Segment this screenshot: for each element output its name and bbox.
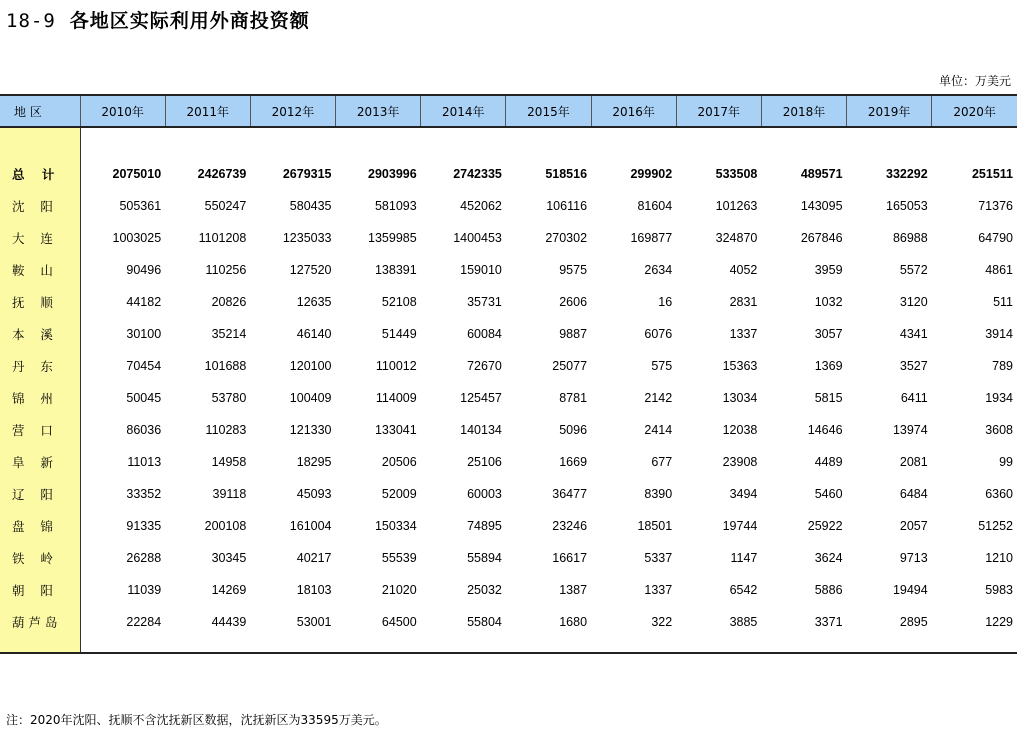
table-cell: 114009 xyxy=(375,391,417,405)
table-cell: 91335 xyxy=(126,519,162,533)
table-body xyxy=(0,127,1017,653)
table-cell: 3608 xyxy=(985,423,1013,437)
table-cell: 5337 xyxy=(644,551,673,565)
table-cell: 101263 xyxy=(715,199,758,213)
table-cell: 2831 xyxy=(729,295,758,309)
region-name: 丹 东 xyxy=(0,350,80,382)
table-cell: 1337 xyxy=(729,327,758,341)
table-cell: 14646 xyxy=(807,423,843,437)
table-cell: 36477 xyxy=(552,487,588,501)
table-cell: 22284 xyxy=(126,615,162,629)
table-cell: 200108 xyxy=(204,519,247,533)
table-cell: 55804 xyxy=(467,615,502,629)
table-cell: 33352 xyxy=(126,487,162,501)
region-name: 本 溪 xyxy=(0,318,80,350)
table-row xyxy=(0,286,1017,318)
table-cell: 550247 xyxy=(204,199,247,213)
table-cell: 143095 xyxy=(800,199,843,213)
year-column-header: 2018年 xyxy=(761,95,846,127)
table-cell: 3057 xyxy=(814,327,843,341)
table-cell: 2742335 xyxy=(453,167,502,181)
table-row xyxy=(0,382,1017,414)
table-cell: 16617 xyxy=(552,551,588,565)
table-cell: 9713 xyxy=(899,551,928,565)
table-cell: 270302 xyxy=(545,231,588,245)
table-cell: 2142 xyxy=(644,391,673,405)
spacer-row xyxy=(0,127,1017,158)
year-column-header: 2013年 xyxy=(336,95,421,127)
unit-label: 单位：万美元 xyxy=(938,74,1011,88)
table-cell: 1934 xyxy=(985,391,1013,405)
table-cell: 18295 xyxy=(296,455,332,469)
table-cell: 13974 xyxy=(892,423,928,437)
table-cell: 100409 xyxy=(289,391,332,405)
region-name: 锦 州 xyxy=(0,382,80,414)
table-cell: 1003025 xyxy=(112,231,162,245)
table-cell: 110283 xyxy=(205,423,247,437)
table-cell: 14958 xyxy=(211,455,247,469)
page-title xyxy=(6,6,310,33)
year-column-header: 2016年 xyxy=(591,95,676,127)
region-name: 大 连 xyxy=(0,222,80,254)
table-cell: 25077 xyxy=(552,359,588,373)
table-cell: 70454 xyxy=(126,359,162,373)
year-column-header: 2011年 xyxy=(165,95,250,127)
table-row xyxy=(0,574,1017,606)
table-cell: 1337 xyxy=(644,583,673,597)
table-cell: 5886 xyxy=(814,583,843,597)
year-column-header: 2010年 xyxy=(80,95,165,127)
table-cell: 3371 xyxy=(814,615,843,629)
table-cell: 13034 xyxy=(722,391,758,405)
table-cell: 101688 xyxy=(204,359,247,373)
region-column-header: 地 区 xyxy=(0,95,80,127)
table-cell: 50045 xyxy=(126,391,162,405)
table-cell: 1032 xyxy=(814,295,843,309)
table-cell: 1400453 xyxy=(453,231,502,245)
table-cell: 25032 xyxy=(467,583,502,597)
year-column-header: 2012年 xyxy=(250,95,335,127)
table-cell: 9887 xyxy=(559,327,588,341)
table-cell: 106116 xyxy=(546,199,588,213)
table-cell: 2895 xyxy=(899,615,928,629)
table-row xyxy=(0,446,1017,478)
header-row xyxy=(0,95,1017,127)
table-title: 各地区实际利用外商投资额 xyxy=(69,10,310,32)
table-row xyxy=(0,350,1017,382)
table-cell: 45093 xyxy=(296,487,332,501)
table-cell: 677 xyxy=(651,455,673,469)
table-cell: 159010 xyxy=(460,263,502,277)
table-cell: 23908 xyxy=(722,455,758,469)
region-name: 葫 芦 岛 xyxy=(0,606,80,638)
table-cell: 324870 xyxy=(715,231,758,245)
table-cell: 1359985 xyxy=(368,231,417,245)
region-name: 铁 岭 xyxy=(0,542,80,574)
table-cell: 6076 xyxy=(644,327,673,341)
table-cell: 1210 xyxy=(985,551,1013,565)
region-name: 抚 顺 xyxy=(0,286,80,318)
table-cell: 1147 xyxy=(730,551,758,565)
year-column-header: 2014年 xyxy=(421,95,506,127)
table-cell: 90496 xyxy=(126,263,162,277)
table-cell: 20826 xyxy=(211,295,247,309)
year-column-header: 2020年 xyxy=(932,95,1017,127)
table-cell: 1229 xyxy=(985,615,1013,629)
table-cell: 5096 xyxy=(559,423,588,437)
table-cell: 581093 xyxy=(374,199,417,213)
table-cell: 6360 xyxy=(985,487,1013,501)
table-cell: 12635 xyxy=(296,295,332,309)
table-cell: 4489 xyxy=(814,455,843,469)
table-cell: 332292 xyxy=(886,167,928,181)
table-cell: 4861 xyxy=(985,263,1013,277)
table-cell: 580435 xyxy=(289,199,332,213)
table-cell: 1369 xyxy=(814,359,843,373)
table-cell: 4052 xyxy=(729,263,758,277)
table-cell: 5572 xyxy=(899,263,928,277)
table-row xyxy=(0,254,1017,286)
table-cell: 3527 xyxy=(899,359,928,373)
table-cell: 52009 xyxy=(381,487,417,501)
table-cell: 2426739 xyxy=(197,167,247,181)
table-cell: 2081 xyxy=(899,455,928,469)
table-cell: 452062 xyxy=(460,199,502,213)
table-cell: 299902 xyxy=(630,167,673,181)
table-cell: 8390 xyxy=(644,487,673,501)
table-cell: 11039 xyxy=(127,583,162,597)
table-cell: 81604 xyxy=(637,199,673,213)
table-row xyxy=(0,542,1017,574)
table-cell: 18103 xyxy=(296,583,332,597)
region-name: 盘 锦 xyxy=(0,510,80,542)
table-cell: 74895 xyxy=(467,519,502,533)
table-cell: 35214 xyxy=(211,327,247,341)
table-row xyxy=(0,222,1017,254)
table-cell: 1680 xyxy=(559,615,588,629)
table-number: 18-9 xyxy=(6,10,56,32)
table-cell: 1669 xyxy=(559,455,588,469)
table-cell: 2679315 xyxy=(282,167,332,181)
table-cell: 110256 xyxy=(205,263,247,277)
region-name: 阜 新 xyxy=(0,446,80,478)
table-row xyxy=(0,478,1017,510)
table-cell: 19744 xyxy=(722,519,758,533)
table-cell: 25106 xyxy=(467,455,502,469)
table-cell: 169877 xyxy=(630,231,673,245)
table-row xyxy=(0,510,1017,542)
table-cell: 60084 xyxy=(467,327,502,341)
year-column-header: 2017年 xyxy=(676,95,761,127)
year-column-header: 2019年 xyxy=(847,95,932,127)
table-cell: 26288 xyxy=(126,551,162,565)
table-cell: 44182 xyxy=(126,295,162,309)
table-cell: 251511 xyxy=(971,167,1013,181)
table-cell: 86988 xyxy=(892,231,928,245)
table-cell: 138391 xyxy=(374,263,417,277)
table-cell: 64790 xyxy=(978,231,1013,245)
table-row xyxy=(0,318,1017,350)
table-cell: 2606 xyxy=(559,295,588,309)
table-cell: 53780 xyxy=(211,391,247,405)
region-name: 鞍 山 xyxy=(0,254,80,286)
table-cell: 16 xyxy=(658,295,673,309)
table-cell: 60003 xyxy=(467,487,502,501)
table-cell: 789 xyxy=(992,359,1013,373)
table-cell: 64500 xyxy=(381,615,417,629)
table-cell: 121330 xyxy=(289,423,332,437)
table-cell: 23246 xyxy=(552,519,588,533)
table-cell: 1235033 xyxy=(282,231,332,245)
footnote: 注：2020年沈阳、抚顺不含沈抚新区数据，沈抚新区为33595万美元。 xyxy=(6,713,387,727)
table-cell: 9575 xyxy=(559,263,588,277)
table-cell: 8781 xyxy=(559,391,588,405)
table-cell: 3885 xyxy=(729,615,758,629)
table-cell: 165053 xyxy=(886,199,928,213)
table-cell: 2634 xyxy=(644,263,673,277)
table-cell: 25922 xyxy=(807,519,843,533)
region-name: 总 计 xyxy=(0,158,80,190)
table-cell: 575 xyxy=(651,359,673,373)
table-cell: 6411 xyxy=(900,391,928,405)
table-cell: 1101208 xyxy=(198,231,247,245)
table-cell: 511 xyxy=(993,295,1013,309)
table-cell: 21020 xyxy=(381,583,417,597)
table-cell: 5983 xyxy=(985,583,1013,597)
table-row xyxy=(0,606,1017,638)
table-cell: 2057 xyxy=(899,519,928,533)
table-cell: 40217 xyxy=(296,551,332,565)
table-cell: 46140 xyxy=(296,327,332,341)
table-cell: 3120 xyxy=(899,295,928,309)
table-cell: 30100 xyxy=(126,327,162,341)
table-cell: 6542 xyxy=(729,583,758,597)
table-cell: 322 xyxy=(651,615,673,629)
table-cell: 39118 xyxy=(212,487,247,501)
region-name: 沈 阳 xyxy=(0,190,80,222)
table-row xyxy=(0,414,1017,446)
table-row xyxy=(0,190,1017,222)
year-column-header: 2015年 xyxy=(506,95,591,127)
table-cell: 6484 xyxy=(899,487,928,501)
table-cell: 52108 xyxy=(381,295,417,309)
table-cell: 489571 xyxy=(800,167,843,181)
table-cell: 99 xyxy=(999,455,1013,469)
table-cell: 140134 xyxy=(460,423,502,437)
table-cell: 15363 xyxy=(722,359,758,373)
table-cell: 55539 xyxy=(381,551,417,565)
table-cell: 110012 xyxy=(375,359,417,373)
table-cell: 19494 xyxy=(892,583,928,597)
table-cell: 3624 xyxy=(814,551,843,565)
table-cell: 71376 xyxy=(978,199,1013,213)
table-cell: 161004 xyxy=(289,519,332,533)
region-name: 辽 阳 xyxy=(0,478,80,510)
table-cell: 3494 xyxy=(729,487,758,501)
table-cell: 18501 xyxy=(637,519,673,533)
table-cell: 86036 xyxy=(126,423,162,437)
table-cell: 5815 xyxy=(814,391,843,405)
table-cell: 44439 xyxy=(211,615,247,629)
table-cell: 20506 xyxy=(381,455,417,469)
total-row xyxy=(0,158,1017,190)
table-cell: 4341 xyxy=(899,327,928,341)
region-name: 朝 阳 xyxy=(0,574,80,606)
table-cell: 533508 xyxy=(715,167,758,181)
table-cell: 505361 xyxy=(119,199,162,213)
table-cell: 53001 xyxy=(296,615,332,629)
data-table xyxy=(0,94,1017,654)
table-cell: 518516 xyxy=(545,167,588,181)
table-cell: 267846 xyxy=(800,231,843,245)
table-cell: 35731 xyxy=(467,295,502,309)
table-cell: 133041 xyxy=(374,423,417,437)
data-table-container xyxy=(0,94,1017,654)
table-cell: 127520 xyxy=(289,263,332,277)
region-name: 营 口 xyxy=(0,414,80,446)
table-cell: 2903996 xyxy=(368,167,417,181)
table-cell: 51252 xyxy=(978,519,1013,533)
table-cell: 3914 xyxy=(985,327,1013,341)
table-cell: 3959 xyxy=(814,263,843,277)
table-cell: 1387 xyxy=(559,583,588,597)
table-cell: 72670 xyxy=(467,359,502,373)
table-cell: 55894 xyxy=(467,551,502,565)
table-cell: 125457 xyxy=(460,391,502,405)
bottom-filler-row xyxy=(0,638,1017,653)
table-cell: 2414 xyxy=(644,423,673,437)
table-cell: 12038 xyxy=(722,423,758,437)
table-cell: 120100 xyxy=(289,359,332,373)
table-cell: 2075010 xyxy=(112,167,162,181)
table-cell: 5460 xyxy=(814,487,843,501)
table-cell: 14269 xyxy=(211,583,247,597)
table-cell: 30345 xyxy=(211,551,247,565)
table-cell: 150334 xyxy=(374,519,417,533)
table-cell: 11013 xyxy=(127,455,162,469)
table-cell: 51449 xyxy=(381,327,417,341)
